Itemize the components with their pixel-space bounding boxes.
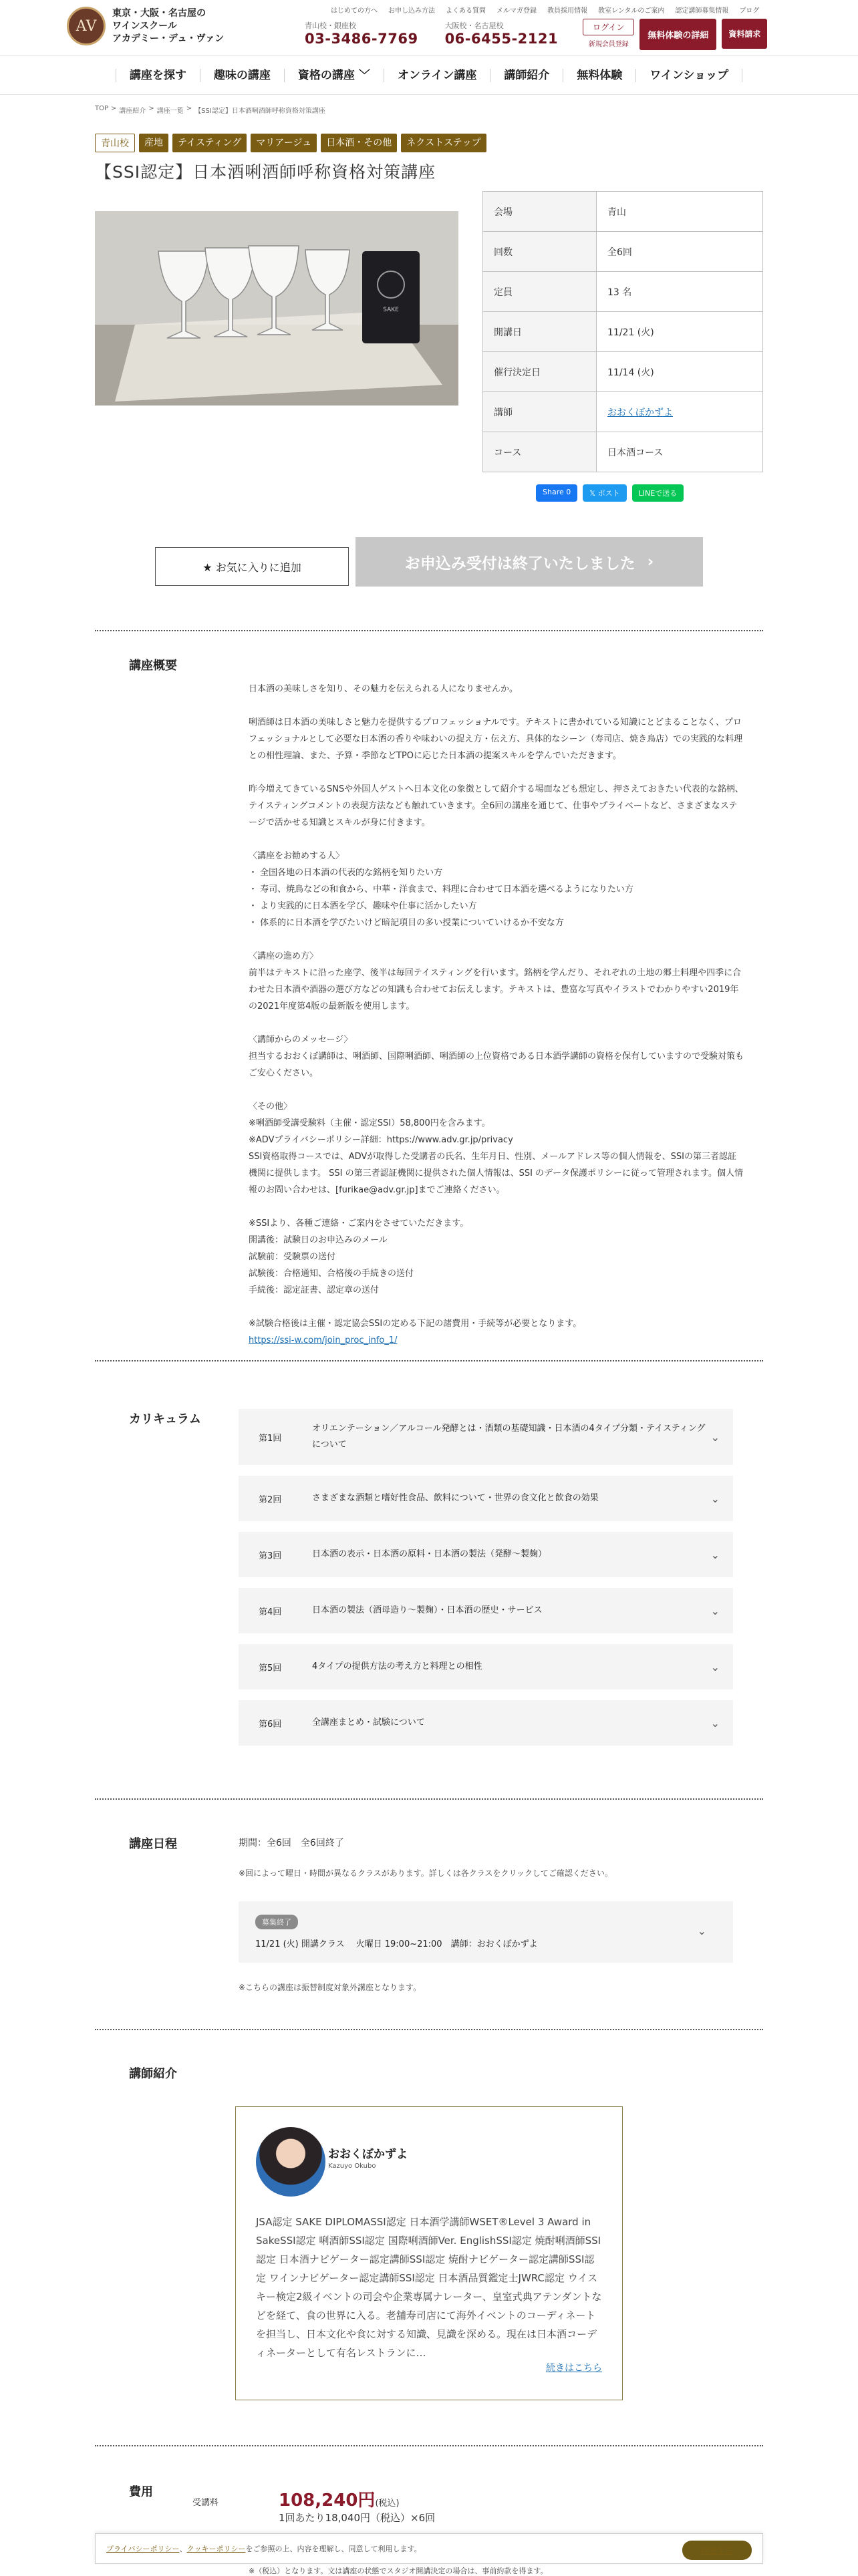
page-title: 【SSI認定】日本酒唎酒師呼称資格対策講座 [95,162,436,182]
instructor-link[interactable]: おおくぼかずよ [607,407,673,418]
overview-other: 〈その他〉 ※唎酒師受講受験料（主催・認定SSI）58,800円を含みます。 ※ADVプライバシーポリシー詳細：https://www.adv.gr.jp/privacy SSI資格取得コースでは、ADVが取得した受講者の氏名、生年月日、性別、メールアドレス等の個人情報を、SSIの第三者認証機関に提供します。 SSI の第三者認証機関に提供された個人情報は、SSI のデータ保護ポリシーに従って管理されます。個人情報のお問い合わせは、[furikae@adv.gr.jp]までご連絡ください。 [249,1102,743,1195]
nav-search-courses[interactable]: 講座を探す [116,69,200,82]
read-more-link[interactable]: 続きはこちら [546,2363,602,2374]
session-title: 日本酒の製法（酒母造り〜製麹）・日本酒の歴史・サービス [312,1605,543,1615]
cookie-text: をご参照の上、内容を理解し、同意して利用します。 [245,2545,422,2553]
section-divider [95,2445,763,2446]
status-badge: 募集終了 [255,1915,298,1929]
breadcrumb [95,105,325,115]
logo-text [112,7,224,45]
info-value: 11/14 (火) [597,352,763,392]
cookie-policy-link[interactable]: クッキーポリシー [186,2545,246,2553]
info-key: 開講日 [483,312,597,352]
logo-line: アカデミー・デュ・ヴァン [112,33,225,44]
info-value: 日本酒コース [597,432,763,472]
fee-per-session: 1回あたり18,040円（税込）×6回 [279,2512,436,2524]
session-number: 第3回 [259,1551,282,1561]
utility-link[interactable]: はじめての方へ [331,7,378,15]
curriculum-list [239,1409,733,1756]
session-title: 全講座まとめ・試験について [312,1718,425,1728]
phone-area: 青山校・銀座校 [305,21,356,30]
chevron-down-icon: ⌄ [710,1716,720,1730]
chevron-down-icon: ⌄ [710,1660,720,1673]
nav-wine-shop[interactable]: ワインショップ [636,69,742,82]
fee-price: 108,240円 [279,2490,376,2511]
utility-link[interactable]: お申し込み方法 [388,7,435,15]
info-value: 13 名 [597,272,763,312]
logo-line: ワインスクール [112,20,177,31]
nav-instructors[interactable]: 講師紹介 [490,69,563,82]
info-key: 催行決定日 [483,352,597,392]
transfer-note: ※こちらの講座は振替制度対象外講座となります。 [239,1983,422,1992]
nav-hobby-courses[interactable]: 趣味の講座 [200,69,285,82]
add-favorite-button[interactable]: ★ お気に入りに追加 [155,547,349,586]
phone-numbers [305,20,558,47]
utility-link[interactable]: ブログ [739,7,760,15]
overview-paragraph: 唎酒師は日本酒の美味しさと魅力を提供するプロフェッショナルです。テキストに書かれている知識にとどまることなく、プロフェッショナルとして必要な日本酒の香りや味わいの捉え方・伝え方、具体的なシーン（寿司店、焼き鳥店）での実践的な料理との相性理論、また、予算・季節などTPOに応じた日本酒の提案スキルを学んでいただきます。 [249,717,743,761]
chevron-right-icon: › [647,553,654,571]
info-row [483,392,763,432]
curriculum-item[interactable] [239,1532,733,1577]
session-number: 第5回 [259,1663,282,1673]
schedule-heading: 講座日程 [129,1837,177,1851]
info-row [483,432,763,472]
session-title: 4タイプの提供方法の考え方と料理との相性 [312,1661,482,1671]
chevron-down-icon: ⌄ [710,1604,720,1617]
info-value: 全6回 [597,232,763,272]
info-key: 回数 [483,232,597,272]
login-group [583,19,634,48]
nav-free-trial[interactable]: 無料体験 [563,69,636,82]
section-divider [95,1360,763,1361]
curriculum-item[interactable] [239,1588,733,1633]
info-row [483,192,763,232]
breadcrumb-course-list[interactable]: 講座一覧 [156,108,184,115]
breadcrumb-sep: > [111,105,117,112]
curriculum-item[interactable] [239,1409,733,1465]
overview-paragraph: 昨今増えてきているSNSや外国人ゲストへ日本文化の象徴として紹介する場面なども想定し、押さえておきたい代表的な銘柄、テイスティングコメントの表現方法なども触れていきます。全6回の講座を通じて、仕事やプライベートなど、さまざまなステージで活かせる知識とスキルが身に付きます。 [249,784,744,828]
session-number: 第2回 [259,1494,282,1505]
breadcrumb-sep: > [148,105,154,112]
section-divider [95,2029,763,2030]
application-closed-button[interactable] [355,537,703,587]
info-key: 定員 [483,272,597,312]
utility-link[interactable]: 認定講師募集情報 [675,7,729,15]
tag[interactable]: ネクストステップ [401,134,486,152]
logo-line: 東京・大阪・名古屋の [112,7,206,19]
utility-link[interactable]: メルマガ登録 [496,7,537,15]
utility-link[interactable]: 教室レンタルのご案内 [598,7,665,15]
curriculum-item[interactable] [239,1476,733,1521]
course-tags [95,134,486,152]
curriculum-item[interactable] [239,1644,733,1689]
utility-nav [331,5,759,15]
overview-method: 〈講座の進め方〉 前半はテキストに沿った座学、後半は毎回テイスティングを行います。銘柄を学んだり、それぞれの土地の郷土料理や四季に合わせた日本酒や酒器の選び方などの知識も合わせてお伝えします。テキストは、豊富な写真やイラストでわかりやすい2019年の2021年度第4版の最新版を使用します。 [249,951,742,1011]
info-value: 青山 [597,192,763,232]
tag[interactable]: マリアージュ [251,134,317,152]
instructor-heading: 講師紹介 [129,2067,177,2081]
tag[interactable]: 産地 [139,134,168,152]
overview-heading: 講座概要 [129,659,177,673]
info-key: 会場 [483,192,597,232]
class-details: 11/21 (火) 開講クラス 火曜日 19:00~21:00 講師：おおくぼかずよ [255,1939,538,1949]
privacy-policy-link[interactable]: プライバシーポリシー [106,2545,180,2553]
overview-recommended: 〈講座をお勧めする人〉 ・ 全国各地の日本酒の代表的な銘柄を知りたい方 ・ 寿司、焼鳥などの和食から、中華・洋食まで、料理に合わせて日本酒を選べるようになりたい方 ・ より実践的に日本酒を学び、趣味や仕事に活かしたい方 ・ 体系的に日本酒を学びたいけど暗記項目の多い授業についていけるか不安な方 [249,851,633,928]
instructor-bio: JSA認定 SAKE DIPLOMASSI認定 日本酒学講師WSET®Level 3 Award in SakeSSI認定 唎酒師SSI認定 国際唎酒師Ver. EnglishSSI認定 焼酎唎酒師SSI認定 日本酒ナビゲーター認定講師SSI認定 焼酎ナビゲーター認定講師SSI認定 ワインナビゲーター認定講師SSI認定 日本酒品質鑑定士JWRC認定 ウイスキー検定2級イベントの司会や企業専属ナレーター、皇室式典アテンダントなどを経て、食の世界に入る。老舗寿司店にて海外イベントのコーディネートを担当し、日本文化や食に対する知識、見識を深める。現在は日本酒コーディネーターとして有名レストランに… [256,2216,602,2359]
chevron-down-icon: ⌄ [710,1548,720,1561]
main-nav [0,56,858,95]
curriculum-heading: カリキュラム [129,1412,201,1426]
instructor-roman-name: Kazuyo Okubo [328,2162,376,2170]
header-actions [583,19,767,50]
avatar [256,2127,325,2197]
ssi-link[interactable]: https://ssi-w.com/join_proc_info_1/ [249,1335,398,1345]
info-row [483,232,763,272]
cookie-consent-bar: プライバシーポリシー 、 クッキーポリシー をご参照の上、内容を理解し、同意して利用します。 同意する [95,2533,763,2564]
agree-button[interactable]: 同意する [682,2541,752,2560]
breadcrumb-sep: > [186,105,192,112]
x-post-button[interactable]: 𝕏 ポスト [583,484,626,502]
course-photo [95,211,458,406]
session-title: オリエンテーション／アルコール発酵とは・酒類の基礎知識・日本酒の4タイプ分類・テイスティングについて [312,1424,706,1450]
chevron-down-icon: ⌄ [697,1925,706,1937]
class-card[interactable] [239,1901,733,1963]
brochure-button[interactable]: 資料請求 [722,19,767,49]
tag-campus[interactable]: 青山校 [95,134,135,152]
sake-glasses-illustration [95,211,458,406]
register-link[interactable]: 新規会員登録 [588,41,629,48]
info-row [483,272,763,312]
chevron-down-icon: ⌄ [710,1492,720,1505]
line-share-button[interactable]: LINEで送る [632,484,684,502]
overview-message: 〈講師からのメッセージ〉 担当するおおくぼ講師は、唎酒師、国際唎酒師、唎酒師の上位資格である日本酒学講師の資格を保有していますので受験対策もご安心ください。 [249,1035,744,1078]
breadcrumb-top[interactable]: TOP [95,105,109,112]
share-buttons [536,484,684,502]
instructor-card [235,2106,623,2400]
overview-fees-note: ※試験合格後は主催・認定協会SSIの定める下記の諸費用・手続等が必要となります。 [249,1319,582,1329]
info-value: 11/21 (火) [597,312,763,352]
breadcrumb-courses[interactable]: 講座紹介 [119,108,146,115]
fee-label: 受講料 [192,2498,219,2508]
session-number: 第4回 [259,1607,282,1617]
info-row [483,352,763,392]
session-number: 第6回 [259,1719,282,1730]
fees-heading: 費用 [129,2485,153,2499]
site-logo[interactable] [67,7,224,45]
session-number: 第1回 [259,1433,282,1444]
utility-link[interactable]: よくある質問 [446,7,486,15]
breadcrumb-current: 【SSI認定】日本酒唎酒師呼称資格対策講座 [194,108,325,115]
login-button[interactable]: ログイン [583,19,634,35]
fee-amount [279,2486,400,2511]
schedule-note: ※回によって曜日・時間が異なるクラスがあります。詳しくは各クラスをクリックしてご確認ください。 [239,1869,613,1878]
application-closed-label: お申込み受付は終了いたしました [404,554,635,573]
course-info-table [482,191,763,472]
phone-area: 大阪校・名古屋校 [444,21,504,30]
phone-osaka [445,20,559,47]
fee-footnote: ※（税込）となります。文は講座の状態でスタジオ開講決定の場合は、事前約款を得ます。 [249,2567,548,2575]
session-title: 日本酒の表示・日本酒の原料・日本酒の製法（発酵〜製麹） [312,1549,547,1559]
info-key: コース [483,432,597,472]
utility-link[interactable]: 教員採用情報 [547,7,587,15]
overview-body [249,681,744,1349]
svg-text:SAKE: SAKE [383,307,399,313]
overview-paragraph: 日本酒の美味しさを知り、その魅力を伝えられる人になりませんか。 [249,684,519,694]
free-trial-button[interactable]: 無料体験の詳細 [639,19,716,50]
instructor-name: おおくぼかずよ [328,2148,408,2161]
facebook-share-button[interactable]: Share 0 [536,484,577,502]
chevron-down-icon: ⌄ [710,1430,720,1444]
overview-ssi-contact: ※SSIより、各種ご連絡・ご案内をさせていただきます。 開講後：試験日のお申込みのメール 試験前：受験票の送付 試験後：合格通知、合格後の手続きの送付 手続後：認定証書、認定章の送付 [249,1219,469,1295]
section-divider [95,1798,763,1800]
curriculum-item[interactable] [239,1700,733,1746]
nav-online-courses[interactable]: オンライン講座 [384,69,491,82]
fee-tax: (税込) [375,2499,400,2509]
session-title: さまざまな酒類と嗜好性食品、飲料について・世界の食文化と飲食の効果 [312,1493,599,1503]
info-key: 講師 [483,392,597,432]
schedule-summary: 期間：全6回 全6回終了 [239,1838,344,1848]
tag[interactable]: 日本酒・その他 [321,134,397,152]
phone-number[interactable]: 03-3486-7769 [305,31,418,47]
nav-qualification-courses[interactable]: 資格の講座 ﹀ [285,69,384,82]
section-divider [95,630,763,631]
site-header [0,0,858,56]
phone-tokyo [305,20,418,47]
logo-emblem: AV [67,7,106,45]
tag[interactable]: テイスティング [172,134,247,152]
info-row [483,312,763,352]
info-value [597,392,763,432]
phone-number[interactable]: 06-6455-2121 [444,31,559,47]
